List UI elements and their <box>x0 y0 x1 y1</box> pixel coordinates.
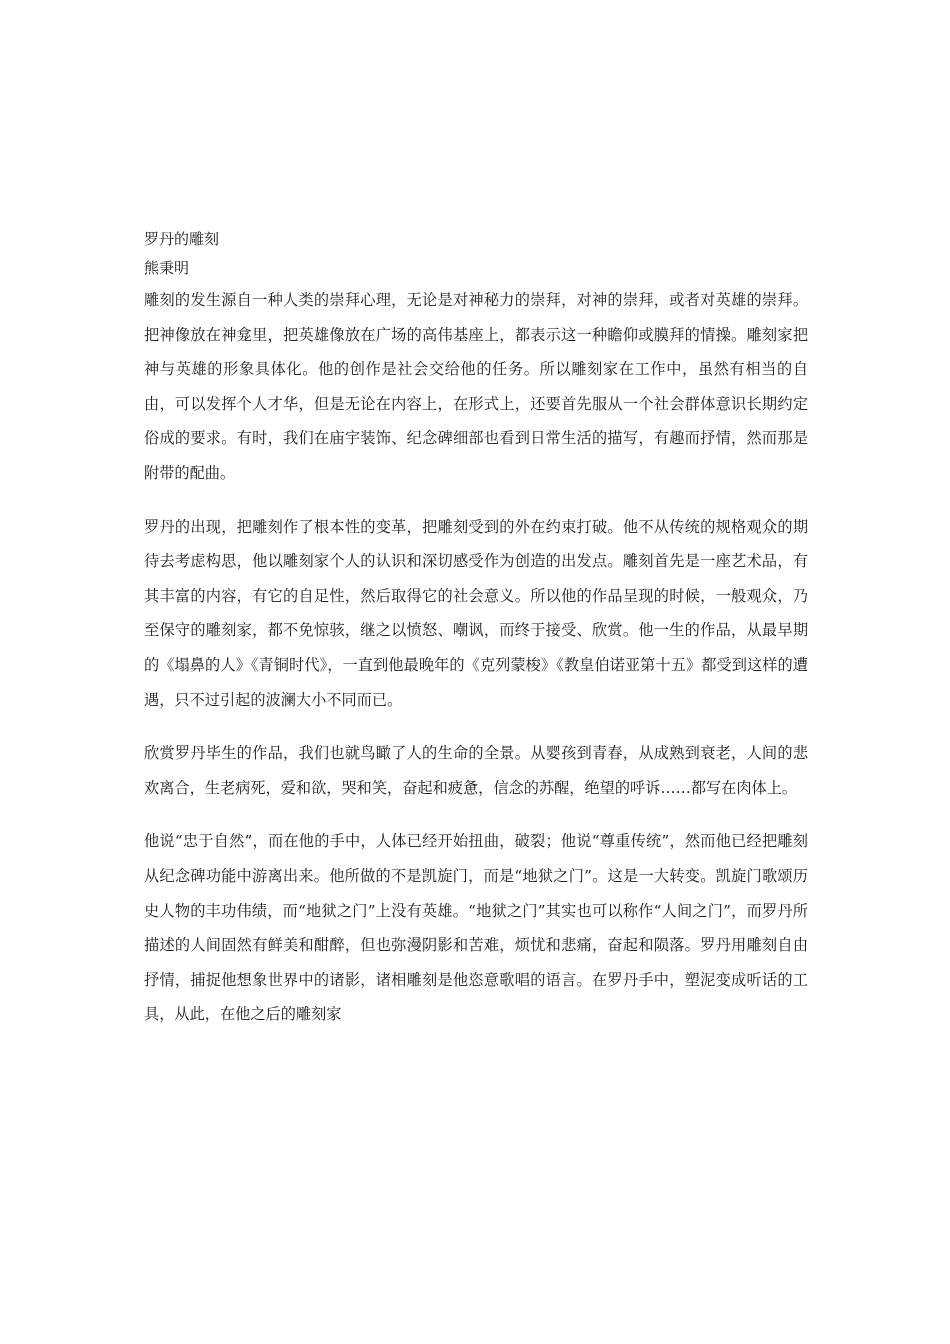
article-body <box>144 225 808 1051</box>
paragraph-1: 雕刻的发生源自一种人类的崇拜心理，无论是对神秘力的崇拜，对神的崇拜，或者对英雄的崇拜。把神像放在神龛里，把英雄像放在广场的高伟基座上，都表示这一种瞻仰或膜拜的情操。雕刻家把神与英雄的形象具体化。他的创作是社会交给他的任务。所以雕刻家在工作中，虽然有相当的自由，可以发挥个人才华，但是无论在内容上，在形式上，还要首先服从一个社会群体意识长期约定俗成的要求。有时，我们在庙宇装饰、纪念碑细部也看到日常生活的描写，有趣而抒情，然而那是附带的配曲。 <box>144 291 808 482</box>
article-author: 熊秉明 <box>144 259 190 277</box>
article-title: 罗丹的雕刻 <box>144 230 220 248</box>
paragraph-2: 罗丹的出现，把雕刻作了根本性的变革，把雕刻受到的外在约束打破。他不从传统的规格观众的期待去考虑构思，他以雕刻家个人的认识和深切感受作为创造的出发点。雕刻首先是一座艺术品，有其丰富的内容，有它的自足性，然后取得它的社会意义。所以他的作品呈现的时候，一般观众，乃至保守的雕刻家，都不免惊骇，继之以愤怒、嘲讽，而终于接受、欣赏。他一生的作品，从最早期的《塌鼻的人》《青铜时代》，一直到他最晚年的《克列蒙梭》《教皇伯诺亚第十五》都受到这样的遭遇，只不过引起的波澜大小不同而已。 <box>144 517 808 709</box>
paragraph-3: 欣赏罗丹毕生的作品，我们也就鸟瞰了人的生命的全景。从婴孩到青春，从成熟到衰老，人间的悲欢离合，生老病死，爱和欲，哭和笑，奋起和疲惫，信念的苏醒，绝望的呼诉……都写在肉体上。 <box>144 744 808 797</box>
paragraph-4: 他说“忠于自然”，而在他的手中，人体已经开始扭曲，破裂；他说“尊重传统”，然而他已经把雕刻从纪念碑功能中游离出来。他所做的不是凯旋门，而是“地狱之门”。这是一大转变。凯旋门歌颂历史人物的丰功伟绩，而“地狱之门”上没有英雄。“地狱之门”其实也可以称作“人间之门”，而罗丹所描述的人间固然有鲜美和酣醉，但也弥漫阴影和苦难，烦忧和悲痛，奋起和陨落。罗丹用雕刻自由抒情，捕捉他想象世界中的诸影，诸相雕刻是他恣意歌唱的语言。在罗丹手中，塑泥变成听话的工具，从此，在他之后的雕刻家 <box>144 832 808 1024</box>
